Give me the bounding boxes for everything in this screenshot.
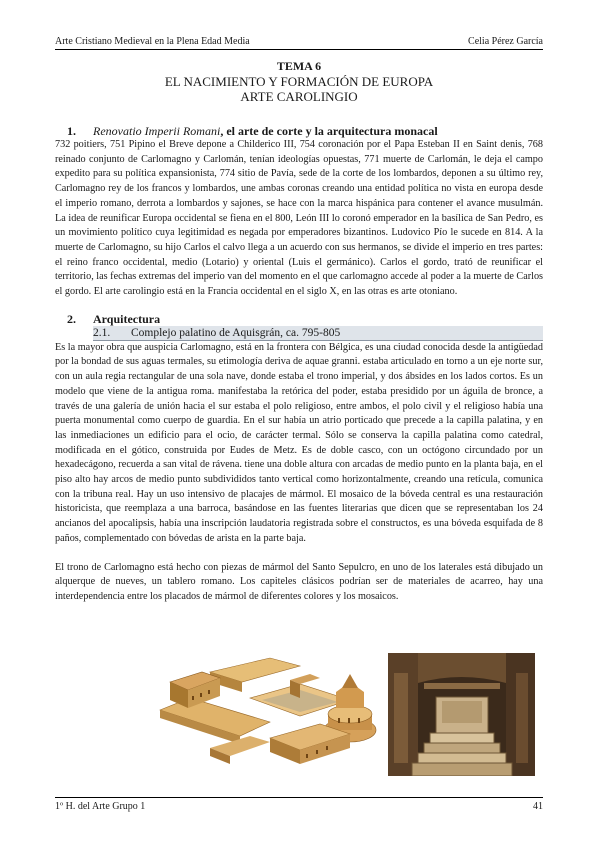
subsection-2-1-number: 2.1. [93,326,111,339]
section-1-title-italic: Renovatio Imperii Romani [93,124,221,138]
header-course-title: Arte Cristiano Medieval en la Plena Edad Media [55,36,250,47]
section-2-paragraph-2: El trono de Carlomagno está hecho con piezas de mármol del Santo Sepulcro, en uno de los laterales está dibujado un alquerque de nueves, un tablero romano. Los capiteles clásicos podrían ser de materiales de acarreo, hay una interdependencia entre los placados de mármol de diferentes colores y los mosaicos. [55,561,543,602]
title-tema: TEMA 6 [276,59,322,73]
subsection-2-1-title: Complejo palatino de Aquisgrán, ca. 795-805 [131,326,341,339]
palace-complex-illustration [150,652,385,776]
figures [150,652,545,776]
section-1-title-rest: , el arte de corte y la arquitectura monacal [220,124,438,138]
document-body [55,124,543,605]
section-2-heading [55,312,543,326]
document-title [55,59,543,104]
title-main: EL NACIMIENTO Y FORMACIÓN DE EUROPA [164,74,434,89]
title-subtitle: ARTE CAROLINGIO [240,89,358,104]
page-footer [55,797,543,812]
section-1-number: 1. [67,124,76,138]
section-2-title: Arquitectura [93,311,161,326]
page-number: 41 [533,801,543,812]
section-1-paragraph: 732 poitiers, 751 Pipino el Breve depone a Childerico III, 754 coronación por el Papa Esteban II en Saint denis, 768 reinado conjunto de Carlomagno y Carlomán, tenían ideologías opuestas, 771 muerte de Carlomán, le deja el campo expedito para su política expansionista, 774 sitio de Pavía, sede de la corte de los lombardos, deponen a su último rey, Carlomagno rey de los francos y lombardos, une ambas coronas creando una entidad política no vista en europa desde el imperio romano, derrota a lombardos y sajones, se hace con la marca hispánica para contener el avance musulmán. La idea de reunificar Europa occidental se fiena en el 800, León III lo coronó emperador en la basílica de San Pedro, es un movimiento político cuya legitimidad es negada por emperadores bizantinos. Ludovico Pío le sucede en 814. A la muerte de Carlomagno, su hijo Carlos el calvo llega a un acuerdo con sus hermanos, se divide el imperio en tres partes: el reino franco occidental, medio (Lotario) y oriental (Luis el germánico). Carlos el gordo, trató de reunificar el territorio, las fechas extremas del imperio van del momento en el que carlomagno accede al poder a la muerte de Carlos el gordo. El arte carolingio está en la Francia occidental en el siglo X, en las otras es arte otoniano. [55,139,543,298]
footer-course: 1º H. del Arte Grupo 1 [55,801,146,812]
section-1-heading [55,124,543,138]
section-2-number: 2. [67,311,76,326]
header-author: Celia Pérez García [468,36,543,47]
charlemagne-throne-photo [388,653,535,776]
page-header [55,36,543,50]
section-2-paragraph-1: Es la mayor obra que auspicia Carlomagno, está en la frontera con Bélgica, es una ciudad conocida desde la antigüedad por la bondad de sus aguas termales, su etimología deriva de aquae granni. estaba articulado en torno a un eje norte sur, con un aula regia rectangular de una sola nave, donde estaba el trono imperial, y dos ábsides en los lados cortos. Es un modelo que viene de la antigua roma. manifestaba la retórica del poder, estaba presidido por un águila de bronce, a través de una galería de unión hacia el sur estaba el polo religioso, entre ambos, el polo civil y el religioso había una puerta monumental como cuerpo de guardia. En el sur había un atrio porticado que precede a la capilla palatina, y en las inmediaciones un edificio para el ocio, de carácter termal. Sólo se conserva la capilla palatina como catedral, modificada en el gótico, construida por Eudes de Metz. Es de doble casco, con un octógono circundado por un hexadecágono, recuerda a san vital de rávena. tiene una doble altura con arcadas de medio punto en la planta baja, en el piso alto hay arcos de medio punto subdivididos tanto vertical como horizontalmente, creando una retícula, comunica con la tribuna real. Hay un uso intensivo de placajes de mármol. El mosaico de la bóveda central es una restauración historicista, que reemplaza a una barroca, basándose en las fuentes literarias que dicen que se representaban los 24 ancianos del apocalipsis, había una inscripción laudatoria registrada sobre el constructos, es una bóveda esquifada de 8 paños, complementado con bóvedas de arista en la parte baja. [55,341,543,544]
subsection-2-1-heading [93,326,543,341]
